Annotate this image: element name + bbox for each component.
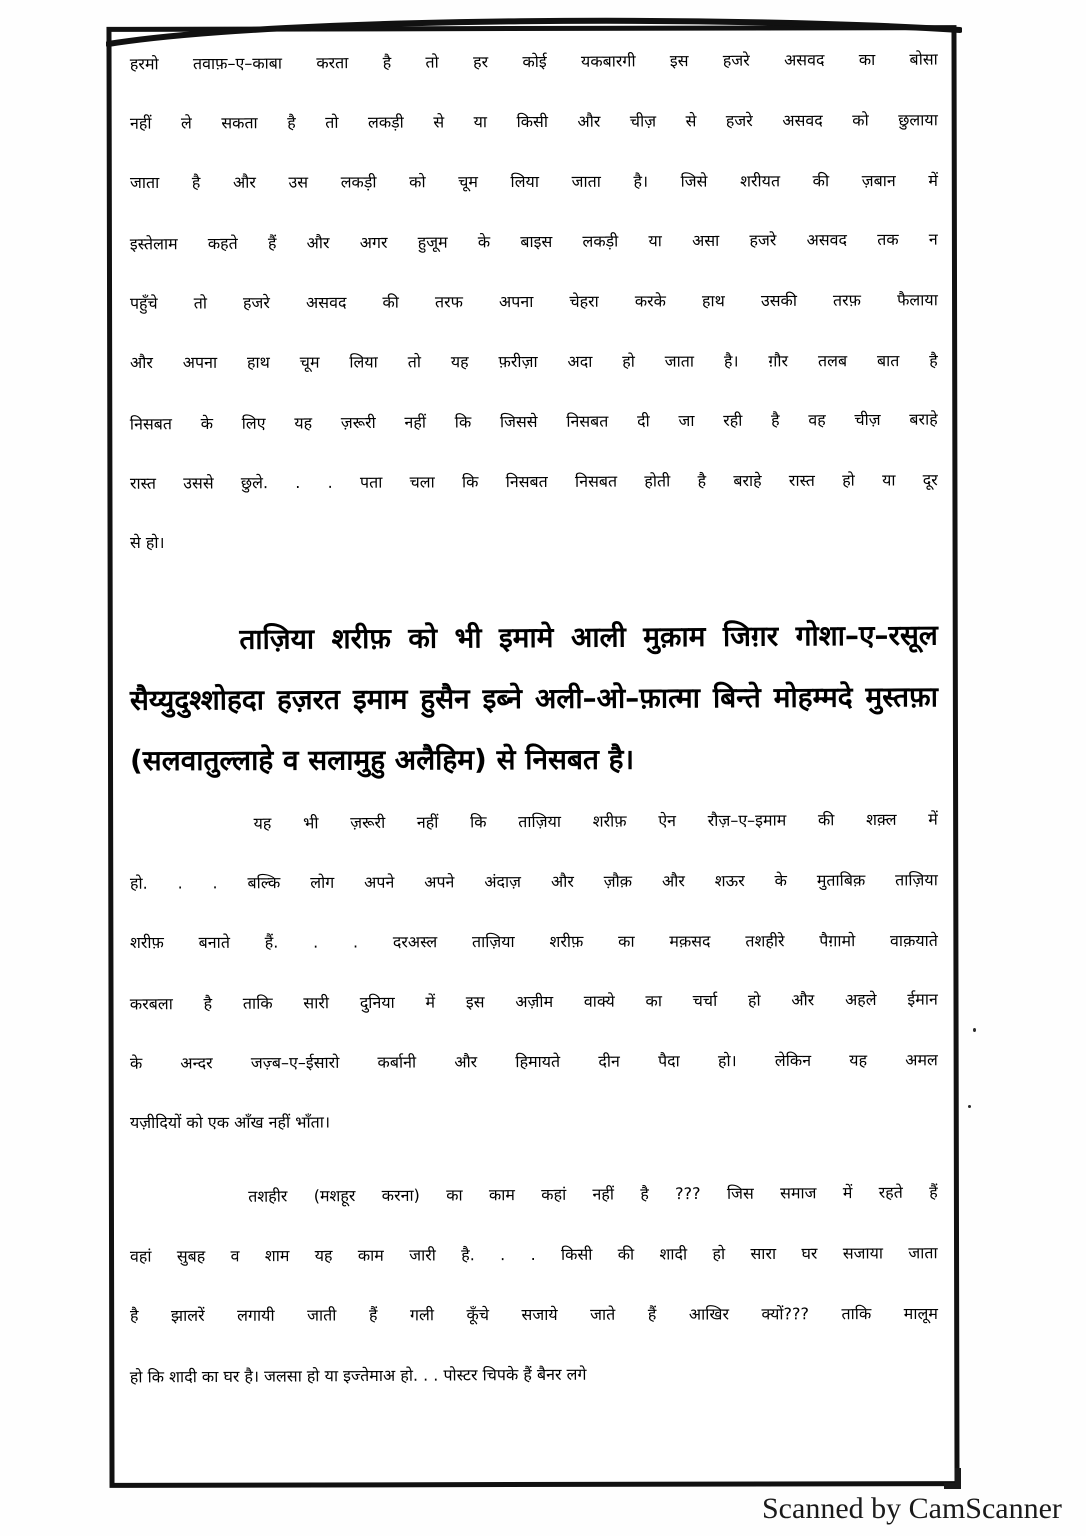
text-run: मालूम <box>903 1303 938 1324</box>
text-line <box>130 169 938 231</box>
text-run: से हो। <box>129 532 165 553</box>
text-run: चूम <box>299 352 320 372</box>
text-run: ज़बान <box>861 171 896 191</box>
text-run: और <box>129 352 153 373</box>
text-run: है <box>129 1306 139 1326</box>
text-run: बनाते <box>198 932 230 952</box>
text-run: तवाफ़–ए–काबा <box>192 53 283 74</box>
text-run: रहते <box>878 1182 903 1202</box>
first-line-indent <box>130 649 222 650</box>
text-run: झालरें <box>170 1305 205 1325</box>
text-run: पैदा <box>658 1051 680 1071</box>
text-run: ज़रूरी <box>350 812 386 833</box>
text-run: पैग़ामो <box>819 931 856 951</box>
text-run: . <box>500 1245 506 1265</box>
text-run: . <box>327 472 333 492</box>
text-line <box>130 349 938 411</box>
text-run: शाम <box>264 1246 290 1266</box>
text-line <box>130 529 938 591</box>
text-run: अपने <box>364 872 395 892</box>
text-run: जाती <box>307 1305 337 1325</box>
text-run: भी <box>303 813 319 833</box>
text-run: हैं <box>929 1182 938 1202</box>
text-run: ताकि <box>841 1304 872 1324</box>
text-run: अपना <box>498 292 534 312</box>
text-line <box>130 1302 938 1364</box>
text-run: हो <box>622 351 635 371</box>
text-run: से <box>433 112 445 132</box>
text-run: जारी <box>409 1245 436 1265</box>
text-run: हजरे <box>749 230 777 250</box>
scan-speck-artifact <box>968 1105 971 1108</box>
text-run: हजरे <box>722 50 750 70</box>
text-run: ले <box>180 113 192 133</box>
text-run: . <box>295 473 301 493</box>
text-run: लिए <box>241 413 266 433</box>
text-run: जाते <box>590 1304 616 1324</box>
text-run: (सलवातुल्लाहे व सलामुहु अलैहिम) से निसबत है। <box>129 742 635 778</box>
text-run: आखिर <box>688 1304 730 1324</box>
text-run: हिमायते <box>515 1051 561 1072</box>
text-line <box>130 1109 938 1171</box>
text-run: अन्दर <box>180 1053 213 1073</box>
text-run: है <box>203 993 213 1014</box>
text-run: रास्त <box>788 470 815 490</box>
text-run: ??? <box>675 1183 701 1204</box>
text-run: या <box>473 112 488 132</box>
text-run: बाइस <box>520 231 553 252</box>
text-run: दी <box>637 411 650 431</box>
text-run: अहले <box>844 989 877 1010</box>
text-run: इस <box>465 992 485 1012</box>
text-run: सजाये <box>521 1304 558 1325</box>
text-run: करबला <box>129 994 173 1014</box>
text-run: लकड़ी <box>367 112 404 132</box>
text-run: हज़रत <box>276 682 341 717</box>
text-run: हैं <box>368 1305 378 1325</box>
text-run: यह <box>314 1245 333 1265</box>
text-run: होती <box>644 471 671 491</box>
first-line-indent <box>130 1202 222 1203</box>
text-line <box>130 808 938 873</box>
text-run: ईमान <box>907 989 938 1009</box>
text-run: इमाम <box>352 682 408 716</box>
text-run: असवद <box>782 110 823 130</box>
text-run: या <box>882 470 896 490</box>
text-run: की <box>812 171 830 191</box>
text-run: चला <box>409 472 435 492</box>
text-line <box>130 1241 938 1305</box>
text-run: कि <box>470 812 487 832</box>
text-run: दुनिया <box>359 992 395 1013</box>
text-run: हाथ <box>246 352 270 372</box>
text-run: हो <box>712 1244 726 1264</box>
text-run: हो <box>747 990 761 1010</box>
text-run: सारी <box>303 993 330 1013</box>
text-run: यकबारगी <box>580 51 636 71</box>
text-line <box>130 408 938 473</box>
text-run: तो <box>193 293 208 313</box>
text-run: है <box>771 410 780 430</box>
text-line <box>130 468 938 532</box>
text-run: नहीं <box>129 113 152 133</box>
paragraph-2-bold <box>130 618 938 801</box>
text-run: जिससे <box>499 411 538 432</box>
text-run: शरीफ़ <box>592 811 627 831</box>
text-line <box>130 739 938 802</box>
text-run: सारा <box>750 1243 777 1264</box>
text-run: है। <box>723 351 739 371</box>
camscanner-corner-mark <box>944 1468 961 1489</box>
text-run: ताज़िया <box>518 811 562 832</box>
text-run: का <box>618 931 635 951</box>
text-run: पहुँचे <box>129 293 158 313</box>
text-run: ताज़िया <box>239 622 315 656</box>
text-run: तो <box>425 52 439 72</box>
text-run: कहते <box>207 233 238 253</box>
text-run: अज़ीम <box>515 991 554 1012</box>
text-run: फ़रीज़ा <box>498 351 538 372</box>
text-run: हजरे <box>725 111 753 131</box>
text-run: कहां <box>541 1184 567 1204</box>
text-run: . <box>530 1244 536 1265</box>
text-run: और <box>550 871 574 891</box>
text-run: यह <box>849 1050 868 1070</box>
text-run: हैं <box>647 1304 657 1324</box>
text-run: लकड़ी <box>582 231 619 251</box>
text-run: तलब <box>817 351 848 371</box>
text-run: वाक्ये <box>583 991 615 1011</box>
text-run: हरमो <box>129 54 159 74</box>
text-run: यह <box>294 413 313 433</box>
text-run: को <box>852 110 869 130</box>
text-run: और <box>791 990 815 1010</box>
paragraph-3 <box>130 810 938 1170</box>
text-run: हैं. <box>264 932 279 952</box>
text-run: . <box>212 873 218 893</box>
text-run: लिया <box>510 171 539 192</box>
text-run: यज़ीदियों को एक आँख नहीं भाँता। <box>129 1112 331 1133</box>
text-run: तक <box>877 229 899 249</box>
text-line <box>130 228 938 293</box>
text-run: उससे <box>183 473 214 493</box>
text-run: हुजूम <box>417 232 448 252</box>
text-run: जाता <box>908 1243 938 1263</box>
text-run: लगायी <box>237 1305 275 1325</box>
text-line <box>130 108 938 172</box>
text-run: वहां <box>129 1246 152 1266</box>
text-run: . <box>177 873 183 893</box>
text-run: बात <box>876 351 900 371</box>
text-run: है <box>640 1184 649 1204</box>
text-run: फैलाया <box>897 290 938 310</box>
text-run: असा <box>692 230 720 251</box>
text-run: चीज़ <box>854 409 881 430</box>
text-run: में <box>928 170 938 190</box>
text-run: समाज <box>780 1183 817 1203</box>
text-run: काम <box>488 1185 515 1205</box>
text-run: तशहीर <box>248 1186 288 1206</box>
camscanner-watermark: Scanned by CamScanner <box>762 1492 1062 1525</box>
text-run: में <box>425 992 436 1012</box>
text-run: ताज़िया <box>471 932 515 952</box>
text-line <box>130 1048 938 1112</box>
text-run: करना) <box>381 1185 420 1205</box>
text-run: ताकि <box>242 993 273 1013</box>
text-line <box>130 988 938 1053</box>
text-run: में <box>928 809 938 829</box>
text-run: किसी <box>516 111 549 132</box>
text-run: अदा <box>567 351 593 371</box>
text-run: असवद <box>305 292 347 312</box>
text-run: यह <box>450 352 469 372</box>
text-run: को <box>409 172 426 192</box>
text-run: में <box>842 1183 853 1203</box>
text-run: चर्चा <box>692 990 718 1011</box>
text-run: निसबत <box>574 471 618 491</box>
text-run: है. <box>461 1245 475 1265</box>
text-run: की <box>617 1244 635 1264</box>
text-run: ताज़िया <box>895 870 938 890</box>
text-run: हो. <box>129 873 148 893</box>
text-run: छुले. <box>240 473 269 493</box>
text-run: इस <box>669 51 689 71</box>
text-run: छुलाया <box>898 110 938 130</box>
text-run: दीन <box>598 1051 620 1071</box>
text-line <box>130 677 938 742</box>
page-text-body <box>130 50 938 1450</box>
text-run: का <box>446 1185 463 1205</box>
text-run: निसबत <box>129 414 173 434</box>
text-run: मुस्तफ़ा <box>865 680 938 714</box>
text-run: हो कि शादी का घर है। जलसा हो या इज्तेमाअ हो. . . पोस्टर चिपके हैं बैनर लगे <box>129 1364 587 1387</box>
text-run: बराहे <box>909 409 938 429</box>
first-line-indent <box>130 829 222 830</box>
text-run: शरीफ़ <box>129 932 164 953</box>
text-run: वह <box>808 410 826 430</box>
text-run: किसी <box>560 1244 593 1264</box>
text-run: जज़्ब–ए–ईसारो <box>250 1052 340 1073</box>
text-run: कि <box>461 472 479 492</box>
text-run: रौज़–ए–इमाम <box>707 810 787 830</box>
text-line <box>130 868 938 932</box>
text-run: मुताबिक़ <box>816 870 866 890</box>
text-run: . <box>352 932 359 952</box>
text-run: हुसैन <box>420 682 470 716</box>
text-run: लकड़ी <box>340 172 377 192</box>
text-run: के <box>200 413 214 434</box>
text-run: का <box>858 49 876 70</box>
text-run: सजाया <box>842 1243 884 1263</box>
text-run: जाता <box>571 171 601 191</box>
text-run: की <box>817 810 835 830</box>
text-run: हाथ <box>701 291 725 311</box>
text-run: उसकी <box>760 290 797 311</box>
text-run: बल्कि <box>247 873 281 893</box>
text-run: यह <box>253 813 272 833</box>
text-run: या <box>648 231 662 251</box>
text-run: करता <box>316 53 349 73</box>
text-run: इब्ने <box>482 682 523 716</box>
text-run: गली <box>409 1305 435 1325</box>
text-line <box>130 48 938 113</box>
text-run: भी <box>454 621 482 655</box>
text-run: है। <box>633 171 649 191</box>
text-run: दरअस्ल <box>392 932 438 952</box>
text-run: शरीफ़ <box>331 621 392 656</box>
text-run: तरफ <box>434 292 464 312</box>
text-run: मुक़ाम <box>643 619 706 654</box>
text-run: तशहीरे <box>745 931 785 951</box>
text-run: सकता <box>221 113 258 133</box>
text-line <box>130 929 938 991</box>
text-run: मक़सद <box>669 931 711 951</box>
text-run: मोहम्मदे <box>773 680 853 714</box>
text-run: जा <box>678 411 695 431</box>
paragraph-1 <box>130 50 938 590</box>
text-run: और <box>661 871 685 891</box>
text-run: और <box>454 1052 478 1072</box>
text-run: हो <box>842 470 855 490</box>
text-run: कि <box>454 412 472 432</box>
text-run: लिया <box>349 352 378 372</box>
text-run: तो <box>325 112 339 132</box>
text-run: कोई <box>522 51 547 72</box>
text-run: पता <box>359 472 383 492</box>
text-run: तरफ़ <box>832 290 862 310</box>
text-run: अपने <box>424 872 455 892</box>
text-run: और <box>306 233 330 253</box>
text-run: कर्बानी <box>377 1052 417 1072</box>
text-run: है <box>929 350 938 370</box>
text-run: और <box>577 111 601 131</box>
text-run: . <box>313 932 319 952</box>
text-run: तो <box>407 352 421 372</box>
text-run: असवद <box>783 50 825 70</box>
text-line <box>130 288 938 352</box>
text-run: बिन्ते <box>712 681 761 715</box>
text-run: शरीफ़ <box>549 931 584 951</box>
text-run: शरीयत <box>740 171 781 191</box>
text-run: आली <box>570 620 626 654</box>
text-run: के <box>774 870 787 890</box>
text-run: कूँचे <box>466 1305 489 1325</box>
text-run: ज़रूरी <box>340 412 376 433</box>
text-run: हजरे <box>242 293 270 313</box>
text-run: इस्तेलाम <box>129 234 178 254</box>
text-run: शादी <box>659 1244 688 1264</box>
text-run: इमामे <box>498 620 554 655</box>
text-run: अपना <box>182 352 218 372</box>
text-run: असवद <box>806 230 848 250</box>
text-run: सुबह <box>176 1246 206 1266</box>
text-run: ऐन <box>658 811 677 831</box>
text-run: है <box>697 471 707 491</box>
text-run: का <box>645 991 663 1011</box>
text-run: ग़ौर <box>768 351 789 371</box>
text-run: शक़्ल <box>866 809 897 829</box>
text-run: नहीं <box>592 1184 615 1204</box>
paragraph-4 <box>130 1183 938 1423</box>
text-run: के <box>129 1053 143 1073</box>
text-run: अली–ओ–फ़ात्मा <box>534 681 701 715</box>
text-run: वाक़याते <box>889 930 938 951</box>
text-run: गोशा–ए–रसूल <box>795 618 938 653</box>
text-run: से <box>685 111 697 131</box>
text-run: व <box>230 1246 240 1266</box>
text-run: है <box>191 172 201 192</box>
text-run: जाता <box>129 172 160 193</box>
text-line <box>130 1361 938 1426</box>
text-line <box>130 1181 938 1246</box>
text-run: ज़ौक़ <box>603 871 633 891</box>
text-run: रही <box>723 410 743 430</box>
text-run: चीज़ <box>629 111 657 131</box>
text-line <box>130 616 938 682</box>
text-run: नहीं <box>404 412 427 432</box>
text-run: हर <box>473 52 489 72</box>
text-run: अंदाज़ <box>484 872 522 892</box>
text-run: दूर <box>922 470 938 490</box>
text-run: करके <box>634 291 666 311</box>
text-run: हो। <box>717 1051 737 1071</box>
text-run: है <box>382 52 392 72</box>
text-run: लेकिन <box>774 1050 812 1070</box>
text-run: की <box>382 292 399 312</box>
text-run: न <box>928 229 938 249</box>
text-run: क्यों??? <box>761 1304 810 1324</box>
text-run: है <box>287 113 296 133</box>
text-run: चेहरा <box>569 291 599 311</box>
text-run: जिसे <box>680 171 708 191</box>
text-run: निसबत <box>505 471 548 492</box>
text-run: और <box>232 172 256 192</box>
text-run: के <box>477 232 491 252</box>
text-run: अगर <box>359 232 388 253</box>
text-run: हैं <box>267 233 277 253</box>
text-run: बराहे <box>733 471 762 491</box>
text-run: नहीं <box>416 812 439 832</box>
scan-speck-artifact <box>973 1028 976 1032</box>
text-run: शऊर <box>714 871 745 891</box>
text-run: चूम <box>458 172 478 192</box>
text-run: काम <box>357 1245 384 1265</box>
text-run: घर <box>801 1243 818 1263</box>
text-run: लोग <box>310 872 335 892</box>
text-run: जाता <box>664 351 695 371</box>
text-run: जिस <box>726 1183 754 1203</box>
text-run: बोसा <box>909 49 938 69</box>
text-run: को <box>408 621 438 655</box>
text-run: सैय्युदुश्शोहदा <box>129 683 265 717</box>
text-run: (मशहूर <box>313 1186 356 1206</box>
text-run: निसबत <box>566 411 609 431</box>
text-run: जिग़र <box>722 619 779 653</box>
text-run: रास्त <box>129 473 157 493</box>
text-run: उस <box>288 172 309 192</box>
text-run: अमल <box>905 1050 938 1070</box>
